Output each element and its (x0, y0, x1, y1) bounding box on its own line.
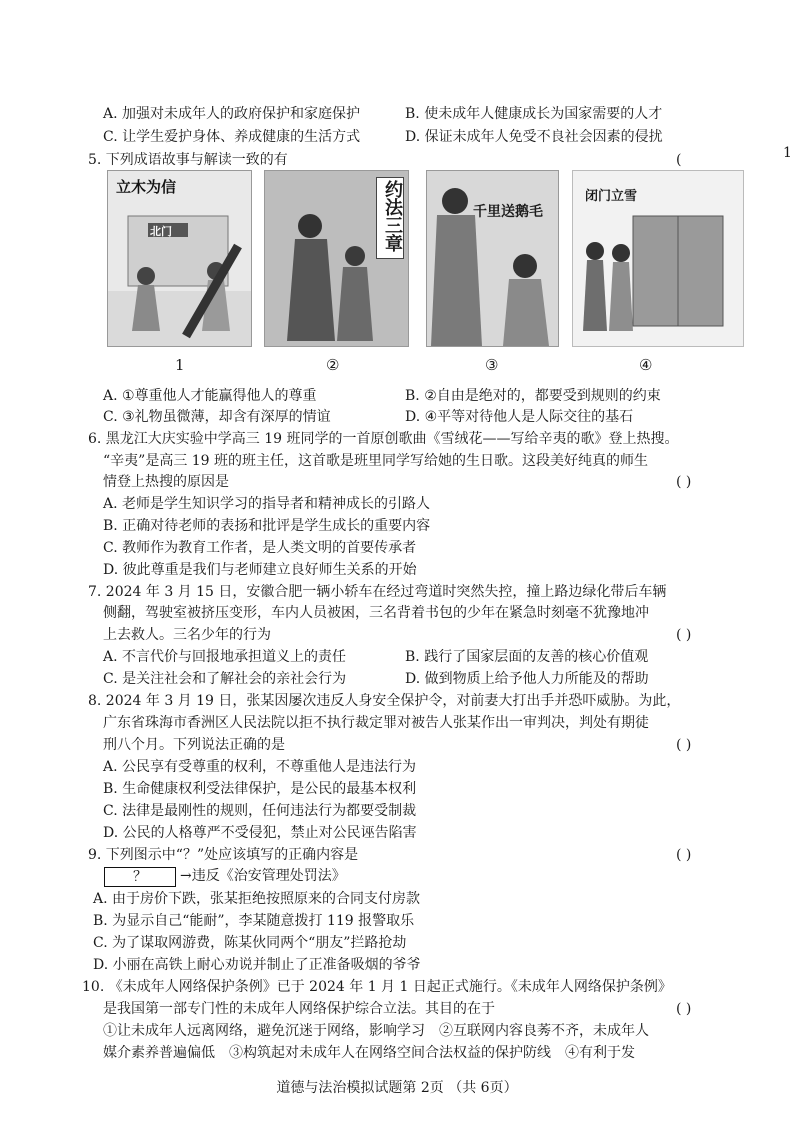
q9-option-c: C. 为了谋取网游费，陈某伙同两个“朋友”拦路抢劫 (93, 935, 407, 951)
q5-picture-1 (107, 170, 252, 347)
q8-option-a: A. 公民享有受尊重的权利，不尊重他人是违法行为 (103, 759, 417, 775)
q5-stem: 5. 下列成语故事与解读一致的有 (88, 152, 288, 168)
q5-picture-2-label: ② (326, 356, 340, 374)
q7-stem-line-1: 7. 2024 年 3 月 15 日，安徽合肥一辆小轿车在经过弯道时突然失控，撞上路边绿化带后车辆 (88, 584, 667, 600)
q5-answer-paren: ( (676, 152, 682, 168)
q7-option-c: C. 是关注社会和了解社会的亲社会行为 (103, 671, 347, 687)
q4-option-b: B. 使未成年人健康成长为国家需要的人才 (405, 106, 663, 122)
q6-option-b: B. 正确对待老师的表扬和批评是学生成长的重要内容 (103, 518, 431, 534)
q5-picture-1-title: 立木为信 (116, 178, 177, 196)
q7-option-a: A. 不言代价与回报地承担道义上的责任 (103, 649, 347, 665)
q8-stem-line-3: 刑八个月。下列说法正确的是 (103, 737, 285, 753)
q6-option-d: D. 彼此尊重是我们与老师建立良好师生关系的开始 (103, 562, 417, 578)
q9-diagram-arrow-text: →违反《治安管理处罚法》 (180, 868, 346, 884)
q10-stem-line-4: 媒介素养普遍偏低 ③构筑起对未成年人在网络空间合法权益的保护防线 ④有利于发 (103, 1045, 635, 1061)
q5-option-a: A. ①尊重他人才能赢得他人的尊重 (103, 388, 317, 404)
q5-picture-1-illustration (108, 171, 251, 346)
q8-option-d: D. 公民的人格尊严不受侵犯，禁止对公民诬告陷害 (103, 825, 417, 841)
q9-option-a: A. 由于房价下跌，张某拒绝按照原来的合同支付房款 (93, 891, 421, 907)
page-footer: 道德与法治模拟试题第 2页 （共 6页） (276, 1080, 518, 1096)
q6-stem-line-3: 情登上热搜的原因是 (103, 474, 229, 490)
q8-stem-line-2: 广东省珠海市香洲区人民法院以拒不执行裁定罪对被告人张某作出一审判决，判处有期徒 (103, 715, 649, 731)
q6-answer-paren: ( ) (676, 474, 692, 490)
q8-option-b: B. 生命健康权利受法律保护，是公民的最基本权利 (103, 781, 417, 797)
q5-picture-1-label: 1 (175, 356, 185, 374)
q5-picture-4 (572, 170, 744, 347)
q7-option-d: D. 做到物质上给予他人力所能及的帮助 (405, 671, 649, 687)
q7-option-b: B. 践行了国家层面的友善的核心价值观 (405, 649, 649, 665)
q5-picture-3 (426, 170, 559, 347)
q5-option-d: D. ④平等对待他人是人际交往的基石 (405, 409, 634, 425)
q5-picture-2 (264, 170, 409, 347)
q5-picture-2-title: 约法三章 (382, 180, 403, 252)
q8-stem-line-1: 8. 2024 年 3 月 19 日，张某因屡次违反人身安全保护令，对前妻大打出手并恐吓威胁。为此， (88, 693, 681, 709)
q5-picture-4-title: 闭门立雪 (585, 189, 638, 204)
q10-stem-line-2: 是我国第一部专门性的未成年人网络保护综合立法。其目的在于 (103, 1001, 495, 1017)
q6-option-a: A. 老师是学生知识学习的指导者和精神成长的引路人 (103, 496, 431, 512)
q5-picture-1-sign: 北门 (150, 225, 172, 238)
q4-option-c: C. 让学生爱护身体、养成健康的生活方式 (103, 129, 361, 145)
q6-stem-line-1: 6. 黑龙江大庆实验中学高三 19 班同学的一首原创歌曲《雪绒花——写给辛夷的歌》登上热搜。 (88, 431, 679, 447)
q6-option-c: C. 教师作为教育工作者，是人类文明的首要传承者 (103, 540, 417, 556)
q5-picture-4-label: ④ (639, 356, 653, 374)
q10-stem-line-1: 10. 《未成年人网络保护条例》已于 2024 年 1 月 1 日起正式施行。《未成年人网络保护条例》 (82, 979, 672, 995)
q9-option-b: B. 为显示自己“能耐”，李某随意拨打 119 报警取乐 (93, 913, 415, 929)
q7-stem-line-3: 上去救人。三名少年的行为 (103, 627, 271, 643)
q9-answer-paren: ( ) (676, 847, 692, 863)
q5-picture-3-illustration (427, 171, 558, 346)
q5-picture-3-label: ③ (485, 356, 499, 374)
q6-stem-line-2: “辛夷”是高三 19 班的班主任，这首歌是班里同学写给她的生日歌。这段美好纯真的师生 (103, 453, 649, 469)
q7-stem-line-2: 侧翻，驾驶室被挤压变形，车内人员被困，三名背着书包的少年在紧急时刻毫不犹豫地冲 (103, 605, 649, 621)
q4-option-d: D. 保证未成年人免受不良社会因素的侵扰 (405, 129, 663, 145)
q9-diagram-box: ？ (104, 867, 176, 887)
q5-picture-2-banner (376, 177, 404, 259)
q9-option-d: D. 小丽在高铁上耐心劝说并制止了正准备吸烟的爷爷 (93, 957, 421, 973)
q8-answer-paren: ( ) (676, 737, 692, 753)
q9-stem: 9. 下列图示中“？”处应该填写的正确内容是 (88, 847, 359, 863)
page-edge-mark: 1 (783, 145, 792, 161)
q10-stem-line-3: ①让未成年人远离网络，避免沉迷于网络，影响学习 ②互联网内容良莠不齐，未成年人 (103, 1023, 649, 1039)
q10-answer-paren: ( ) (676, 1001, 692, 1017)
q7-answer-paren: ( ) (676, 627, 692, 643)
q8-option-c: C. 法律是最刚性的规则，任何违法行为都要受制裁 (103, 803, 417, 819)
q4-option-a: A. 加强对未成年人的政府保护和家庭保护 (103, 106, 361, 122)
q5-option-b: B. ②自由是绝对的，都要受到规则的约束 (405, 388, 661, 404)
q5-picture-3-title: 千里送鹅毛 (473, 204, 543, 220)
q5-option-c: C. ③礼物虽微薄，却含有深厚的情谊 (103, 409, 331, 425)
